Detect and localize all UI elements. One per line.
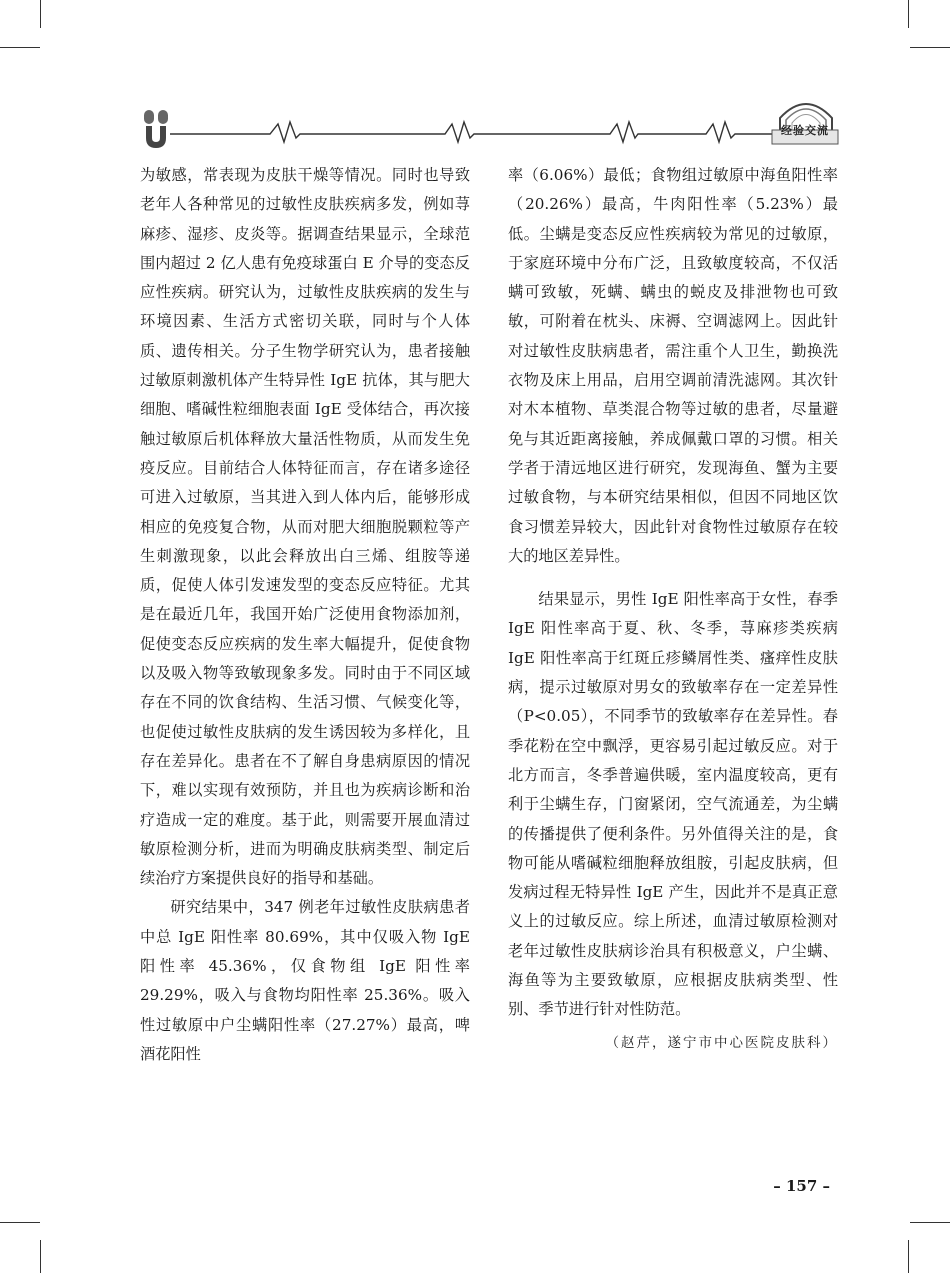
crop-mark	[40, 1240, 41, 1273]
paragraph: 为敏感，常表现为皮肤干燥等情况。同时也导致老年人各种常见的过敏性皮肤疾病多发，例如荨麻疹、湿疹、皮炎等。据调查结果显示，全球范围内超过 2 亿人患有免疫球蛋白 E 介导的变态反应性疾病。研究认为，过敏性皮肤疾病的发生与环境因素、生活方式密切关联，同时与个人体质、遗传相关。分子生物学研究认为，患者接触过敏原刺激机体产生特异性 IgE 抗体，其与肥大细胞、嗜碱性粒细胞表面 IgE 受体结合，再次接触过敏原后机体释放大量活性物质，从而发生免疫反应。目前结合人体特征而言，存在诸多途径可进入过敏原，当其进入到人体内后，能够形成相应的免疫复合物，从而对肥大细胞脱颗粒等产生刺激现象，以此会释放出白三烯、组胺等递质，促使人体引发速发型的变态反应特征。尤其是在最近几年，我国开始广泛使用食物添加剂，促使变态反应疾病的发生率大幅提升，促使食物以及吸入物等致敏现象多发。同时由于不同区域存在不同的饮食结构、生活习惯、气候变化等，也促使过敏性皮肤病的发生诱因较为多样化，且存在差异化。患者在不了解自身患病原因的情况下，难以实现有效预防，并且也为疾病诊断和治疗造成一定的难度。基于此，则需要开展血清过敏原检测分析，进而为明确皮肤病类型、制定后续治疗方案提供良好的指导和基础。	[140, 166, 470, 888]
crop-mark	[910, 47, 950, 48]
author-signature: （赵芹，遂宁市中心医院皮肤科）	[605, 1034, 838, 1051]
header-ornament	[140, 98, 840, 158]
page-number: – 157 –	[773, 1177, 830, 1195]
crop-mark	[0, 1222, 40, 1223]
journal-logo-icon	[144, 110, 168, 148]
crop-mark	[908, 0, 909, 28]
crop-mark	[908, 1240, 909, 1273]
paragraph: 研究结果中，347 例老年过敏性皮肤病患者中总 IgE 阳性率 80.69%，其中仅吸入物 IgE 阳性率 45.36%，仅食物组 IgE 阳性率 29.29%，吸入与食物均阳性率 25.36%。吸入性过敏原中户尘螨阳性率（27.27%）最高，啤酒花阳性	[140, 898, 470, 1063]
paragraph: 率（6.06%）最低；食物组过敏原中海鱼阳性率（20.26%）最高，牛肉阳性率（5.23%）最低。尘螨是变态反应性疾病较为常见的过敏原，于家庭环境中分布广泛，且致敏度较高，不仅活螨可致敏，死螨、螨虫的蜕皮及排泄物也可致敏，可附着在枕头、床褥、空调滤网上。因此针对过敏性皮肤病患者，需注重个人卫生，勤换洗衣物及床上用品，启用空调前清洗滤网。其次针对木本植物、草类混合物等过敏的患者，尽量避免与其近距离接触，养成佩戴口罩的习惯。相关学者于清远地区进行研究，发现海鱼、蟹为主要过敏食物，与本研究结果相似，但因不同地区饮食习惯差异较大，因此针对食物性过敏原存在较大的地区差异性。	[508, 166, 838, 565]
crop-mark	[40, 0, 41, 28]
paragraph: 结果显示，男性 IgE 阳性率高于女性，春季 IgE 阳性率高于夏、秋、冬季，荨麻疹类疾病 IgE 阳性率高于红斑丘疹鳞屑性类、瘙痒性皮肤病，提示过敏原对男女的致敏率存在一定差异性（P<0.05），不同季节的致敏率存在差异性。春季花粉在空中飘浮，更容易引起过敏反应。对于北方而言，冬季普遍供暖，室内温度较高，更有利于尘螨生存，门窗紧闭，空气流通差，为尘螨的传播提供了便利条件。另外值得关注的是，食物可能从嗜碱粒细胞释放组胺，引起皮肤病，但发病过程无特异性 IgE 产生，因此并不是真正意义上的过敏反应。综上所述，血清过敏原检测对老年过敏性皮肤病诊治具有积极意义，户尘螨、海鱼等为主要致敏原，应根据皮肤病类型、性别、季节进行针对性防范。	[508, 590, 838, 1019]
section-tag: 经验交流	[781, 124, 829, 137]
right-column	[508, 161, 838, 1058]
crop-mark	[910, 1222, 950, 1223]
left-column	[140, 161, 470, 1069]
running-header	[140, 98, 840, 158]
crop-mark	[0, 47, 40, 48]
